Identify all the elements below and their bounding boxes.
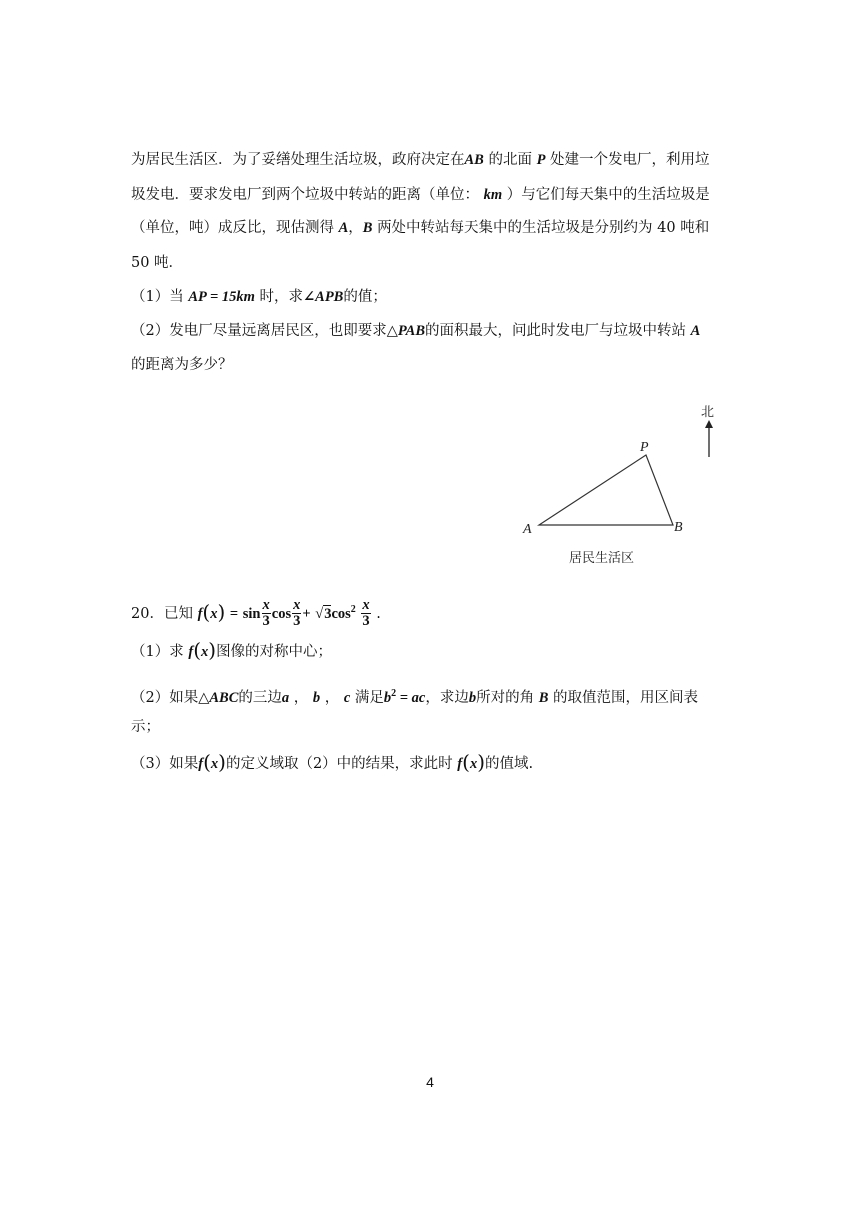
paren: (	[193, 638, 201, 662]
math-equals: =	[229, 605, 239, 622]
text-segment: 的三边	[238, 689, 282, 706]
paren: (	[203, 750, 211, 774]
problem19-question-2-cont	[131, 355, 233, 375]
math-power: 2	[350, 604, 356, 615]
text-segment: 20．已知	[131, 605, 193, 622]
problem20-question-1	[131, 640, 332, 662]
frac-num: x	[293, 597, 301, 614]
triangle-PAB	[539, 455, 673, 525]
north-label: 北	[701, 405, 715, 420]
text-segment: 示；	[131, 719, 160, 735]
frac-num: x	[362, 597, 370, 614]
fraction-x-over-3	[361, 598, 370, 629]
math-triangle-ABC: △ABC	[198, 689, 239, 706]
text-segment: （2）发电厂尽量远离居民区，也即要求	[131, 323, 387, 339]
fraction-x-over-3	[292, 598, 301, 629]
text-segment: .	[376, 605, 381, 622]
fraction-x-over-3	[262, 598, 271, 629]
math-f: f	[188, 644, 194, 660]
sqrt-radicand: 3	[324, 605, 332, 622]
paren: )	[218, 750, 226, 774]
frac-den: 3	[262, 613, 270, 630]
text-segment: （1）求	[131, 644, 184, 660]
math-b: b	[383, 689, 392, 706]
math-b: b	[468, 689, 477, 706]
math-b: b	[312, 689, 321, 706]
problem19-line-2	[131, 185, 710, 205]
sqrt-3: √3	[315, 605, 332, 622]
math-B: B	[362, 220, 373, 236]
text-segment: 的北面	[488, 152, 532, 168]
math-B: B	[538, 689, 549, 706]
math-f: f	[198, 756, 204, 772]
north-arrowhead-icon	[705, 420, 713, 428]
figure-caption: 居民生活区	[569, 551, 635, 566]
paren: )	[208, 638, 217, 662]
text-segment: 两处中转站每天集中的生活垃圾是分别约为 40 吨和	[377, 220, 710, 236]
math-plus: +	[302, 605, 311, 622]
math-f: f	[197, 605, 203, 622]
paren: )	[217, 599, 226, 624]
text-segment: （1）当	[131, 289, 184, 305]
math-angle-APB: ∠APB	[303, 289, 344, 305]
text-segment: （单位，吨）成反比，现估测得	[131, 220, 334, 236]
vertex-B-label: B	[674, 520, 683, 535]
text-segment: 时，求	[259, 289, 303, 305]
vertex-P-label: P	[640, 440, 649, 455]
math-AP-eq: AP = 15km	[188, 289, 255, 305]
problem20-question-2-cont	[131, 717, 160, 737]
math-x: x	[210, 756, 219, 772]
math-triangle-PAB: △PAB	[386, 323, 426, 339]
text-segment: 的定义域取（2）中的结果，求此时	[225, 756, 453, 772]
text-segment: 50 吨．	[131, 255, 184, 271]
math-AB: AB	[464, 152, 484, 168]
text-segment: ，	[348, 220, 363, 236]
text-segment: 圾发电．要求发电厂到两个垃圾中转站的距离（单位：	[131, 187, 479, 203]
paren: (	[462, 750, 470, 774]
math-x: x	[201, 644, 209, 660]
text-segment: ，求边	[425, 689, 469, 706]
text-segment: 的距离为多少？	[131, 357, 233, 373]
text-segment: 满足	[354, 689, 384, 706]
math-km: km	[483, 187, 503, 203]
text-segment: 所对的角	[476, 689, 535, 706]
text-segment: 图像的对称中心；	[216, 644, 333, 660]
frac-num: x	[262, 597, 270, 614]
page-number: 4	[426, 1074, 434, 1090]
math-eq-ac: = ac	[396, 689, 426, 706]
math-f: f	[457, 756, 463, 772]
problem19-line-3	[131, 218, 709, 238]
frac-den: 3	[293, 613, 301, 630]
vertex-A-label: A	[523, 522, 532, 537]
text-segment: 的值；	[343, 289, 387, 305]
math-sin: sin	[242, 605, 261, 622]
paren: )	[477, 750, 486, 774]
math-power: 2	[391, 688, 397, 699]
math-cos: cos	[331, 605, 351, 622]
text-segment: 的取值范围，用区间表	[552, 689, 698, 706]
text-segment: 的面积最大，问此时发电厂与垃圾中转站	[425, 323, 687, 339]
math-cos: cos	[271, 605, 292, 622]
text-segment: （3）如果	[131, 756, 199, 772]
triangle-figure	[512, 395, 732, 567]
math-a: a	[281, 689, 290, 706]
math-x: x	[469, 756, 478, 772]
text-segment: ）与它们每天集中的生活垃圾是	[506, 187, 710, 203]
math-A: A	[338, 220, 349, 236]
text-segment: 处建一个发电厂，利用垃	[550, 152, 710, 168]
paren: (	[202, 599, 211, 624]
text-segment: 的值域.	[485, 756, 534, 772]
problem19-question-2	[131, 321, 700, 341]
problem19-line-4	[131, 253, 183, 273]
frac-den: 3	[362, 613, 370, 630]
problem19-line-1	[131, 150, 710, 170]
math-x: x	[210, 605, 218, 622]
problem20-statement	[131, 593, 381, 631]
math-c: c	[343, 689, 351, 706]
problem20-question-3	[131, 752, 533, 774]
problem19-question-1	[131, 287, 387, 307]
math-P: P	[536, 152, 546, 168]
problem20-question-2: （2）如果△ABC的三边a ， b ， c 满足$b^2$ = ac，求边b所对的角 B 的取值范围，用区间表	[131, 688, 698, 706]
text-segment: （2）如果	[131, 689, 199, 706]
math-A: A	[690, 323, 701, 339]
text-segment: 为居民生活区．为了妥缮处理生活垃圾，政府决定在	[131, 152, 465, 168]
